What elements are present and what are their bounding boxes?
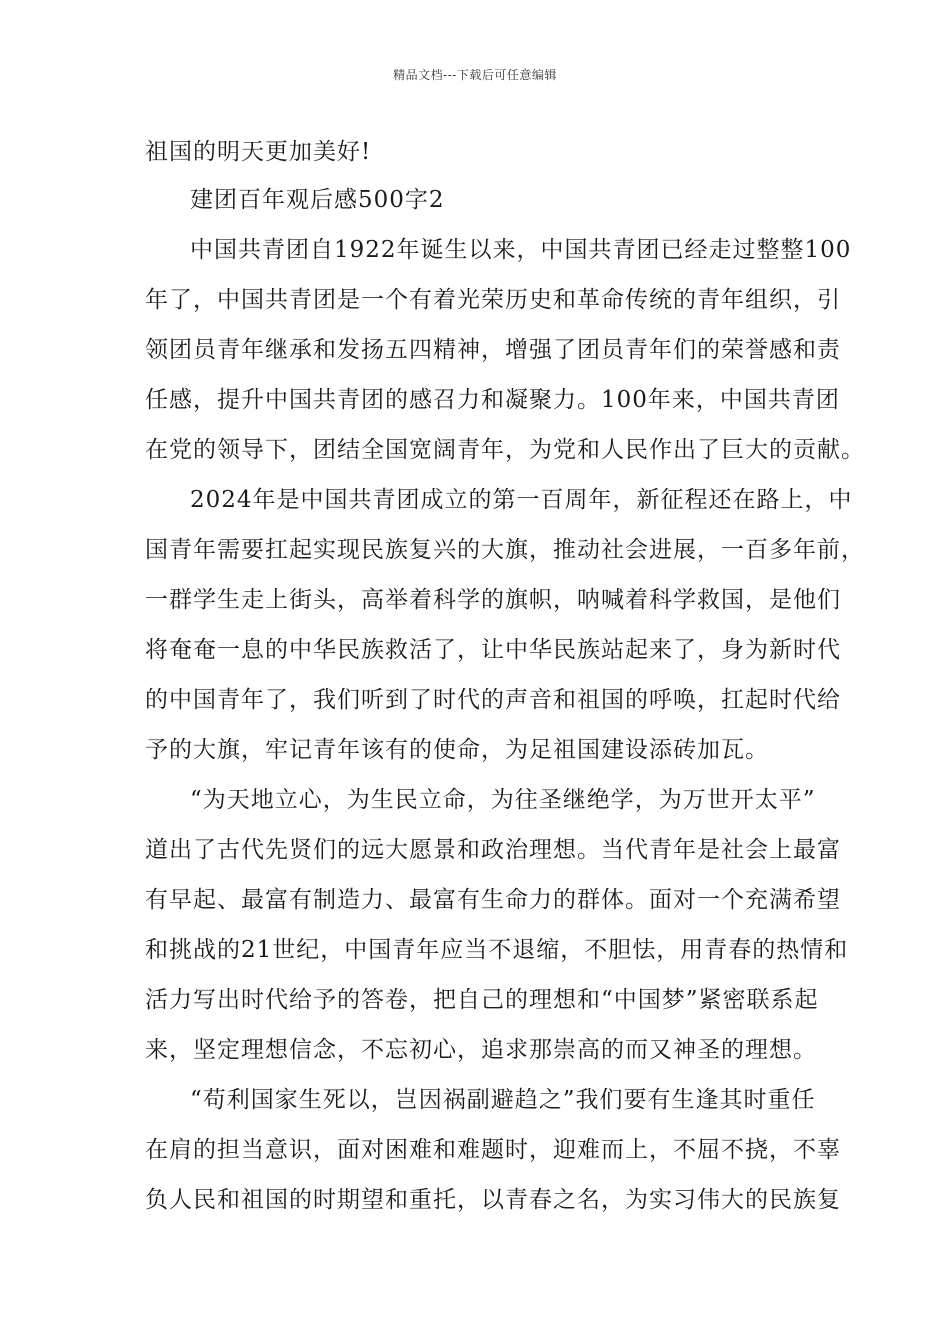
page-header: 精品文档---下载后可任意编辑 [393, 68, 557, 82]
text-line: 2024年是中国共青团成立的第一百周年，新征程还在路上，中 [190, 487, 853, 513]
text-line: 将奄奄一息的中华民族救活了，让中华民族站起来了，身为新时代 [145, 637, 841, 663]
text-line: 任感，提升中国共青团的感召力和凝聚力。100年来，中国共青团 [145, 387, 840, 413]
text-line: 予的大旗，牢记青年该有的使命，为足祖国建设添砖加瓦。 [145, 737, 769, 763]
text-line: 在肩的担当意识，面对困难和难题时，迎难而上，不屈不挠，不辜 [145, 1137, 841, 1163]
text-line: 活力写出时代给予的答卷，把自己的理想和“中国梦”紧密联系起 [145, 987, 819, 1013]
text-line: 在党的领导下，团结全国宽阔青年，为党和人民作出了巨大的贡献。 [145, 437, 865, 463]
text-line: 负人民和祖国的时期望和重托，以青春之名，为实习伟大的民族复 [145, 1187, 841, 1213]
text-line: 祖国的明天更加美好! [145, 139, 372, 165]
text-line: 中国共青团自1922年诞生以来，中国共青团已经走过整整100 [190, 237, 852, 263]
text-line: 来，坚定理想信念，不忘初心，追求那崇高的而又神圣的理想。 [145, 1037, 817, 1063]
text-line: 道出了古代先贤们的远大愿景和政治理想。当代青年是社会上最富 [145, 837, 841, 863]
text-line: 的中国青年了，我们听到了时代的声音和祖国的呼唤，扛起时代给 [145, 687, 841, 713]
text-line: 一群学生走上街头，高举着科学的旗帜，呐喊着科学救国，是他们 [145, 587, 841, 613]
text-line: 和挑战的21世纪，中国青年应当不退缩，不胆怯，用青春的热情和 [145, 937, 849, 963]
text-line: “为天地立心，为生民立命，为往圣继绝学，为万世开太平” [190, 787, 816, 813]
text-line: 有早起、最富有制造力、最富有生命力的群体。面对一个充满希望 [145, 887, 841, 913]
text-line: 年了，中国共青团是一个有着光荣历史和革命传统的青年组织，引 [145, 287, 841, 313]
text-line: “苟利国家生死以，岂因祸副避趋之”我们要有生逢其时重任 [190, 1087, 816, 1113]
text-line: 国青年需要扛起实现民族复兴的大旗，推动社会进展，一百多年前， [145, 537, 865, 563]
section-heading: 建团百年观后感500字2 [190, 187, 445, 213]
text-line: 领团员青年继承和发扬五四精神，增强了团员青年们的荣誉感和责 [145, 337, 841, 363]
